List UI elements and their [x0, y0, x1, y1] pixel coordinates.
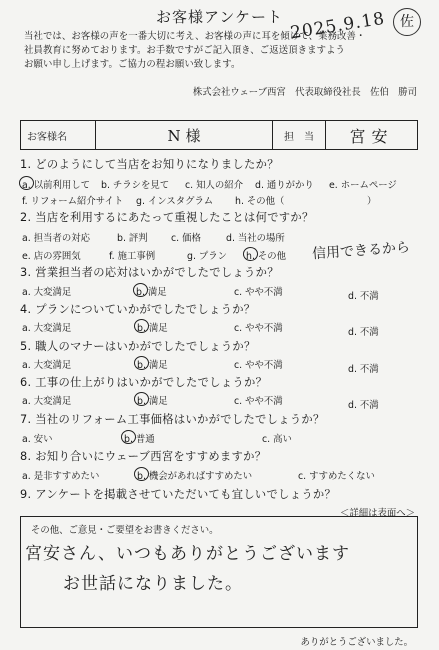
- question-9: 9. アンケートを掲載させていただいても宜しいでしょうか？: [20, 488, 337, 501]
- q1-option-b[interactable]: b. チラシを見て: [101, 180, 170, 191]
- q1-option-f[interactable]: f. リフォーム紹介サイト: [22, 196, 124, 207]
- customer-label: お客様名: [21, 121, 96, 150]
- staff-label: 担 当: [273, 121, 326, 150]
- q7-option-c[interactable]: c. 高い: [262, 434, 292, 445]
- staff-name-field[interactable]: 宮安: [326, 121, 418, 150]
- handwritten-comment-line: お世話になりました。: [63, 574, 243, 594]
- q6-option-d[interactable]: d. 不満: [348, 400, 379, 411]
- q2-option-g[interactable]: g. プラン: [187, 251, 228, 262]
- q8-option-c[interactable]: c. すすめたくない: [298, 471, 375, 482]
- name-stamp: 佐: [393, 8, 421, 36]
- q5-option-c[interactable]: c. やや不満: [234, 360, 283, 371]
- selection-circle: [243, 247, 258, 261]
- q3-option-d[interactable]: d. 不満: [348, 291, 379, 302]
- intro-text: [24, 30, 419, 72]
- details-note: ＜詳細は表面へ＞: [339, 508, 415, 519]
- thanks-text: ありがとうございました。: [300, 637, 413, 648]
- q2-option-b[interactable]: b. 評判: [117, 233, 148, 244]
- question-6: 6. 工事の仕上がりはいかがでしたでしょうか？: [20, 376, 268, 389]
- question-8: 8. お知り合いにウェーブ西宮をすすめますか？: [20, 450, 267, 463]
- company-signature: 株式会社ウェーブ西宮 代表取締役社長 佐伯 勝司: [192, 87, 417, 98]
- q6-option-b[interactable]: b. 満足: [137, 396, 168, 407]
- q2-option-e[interactable]: e. 店の雰囲気: [22, 251, 81, 262]
- handwritten-other-reason: 信用できるから: [311, 239, 411, 263]
- q6-option-c[interactable]: c. やや不満: [234, 396, 283, 407]
- q2-option-c[interactable]: c. 価格: [171, 233, 201, 244]
- q1-option-e[interactable]: e. ホームページ: [329, 180, 397, 191]
- comment-box-label: その他、ご意見・ご要望をお書きください。: [31, 525, 219, 536]
- q4-option-b[interactable]: b. 満足: [137, 323, 168, 334]
- handwritten-date: 2025.9.18: [289, 8, 387, 44]
- page-title: お客様アンケート: [155, 8, 284, 26]
- q8-option-a[interactable]: a. 是非すすめたい: [22, 471, 100, 482]
- q2-option-h[interactable]: h. その他: [246, 251, 287, 262]
- question-4: 4. プランについていかがでしたでしょうか？: [20, 303, 256, 316]
- intro-line: お願い申し上げます。ご協力の程お願い致します。: [24, 59, 241, 70]
- selection-circle: [134, 467, 149, 481]
- q2-option-f[interactable]: f. 施工事例: [109, 251, 156, 262]
- q7-option-b[interactable]: b. 普通: [124, 434, 155, 445]
- q6-option-a[interactable]: a. 大変満足: [22, 396, 72, 407]
- selection-circle: [19, 176, 34, 190]
- q2-option-d[interactable]: d. 当社の場所: [226, 233, 285, 244]
- intro-line: 当社では、お客様の声を一番大切に考え、お客様の声に耳を傾けて、業務改善・: [24, 31, 366, 42]
- q4-option-c[interactable]: c. やや不満: [234, 323, 283, 334]
- q3-option-b[interactable]: b. 満足: [136, 287, 167, 298]
- intro-line: 社員教育に努めております。お手数ですがご記入頂き、ご返送頂きますよう: [24, 45, 346, 56]
- q7-option-a[interactable]: a. 安い: [22, 434, 53, 445]
- customer-header-table: [20, 120, 418, 150]
- handwritten-comment-line: 宮安さん、いつもありがとうございます: [25, 544, 351, 564]
- q8-option-b[interactable]: b. 機会があればすすめたい: [137, 471, 253, 482]
- q1-option-d[interactable]: d. 通りがかり: [255, 180, 314, 191]
- q4-option-a[interactable]: a. 大変満足: [22, 323, 72, 334]
- q1-option-a[interactable]: a. 以前利用して: [22, 180, 90, 191]
- selection-circle: [134, 392, 149, 406]
- q1-option-g[interactable]: g. インスタグラム: [136, 196, 214, 207]
- q5-option-b[interactable]: b. 満足: [137, 360, 168, 371]
- selection-circle: [121, 430, 136, 444]
- q1-option-h-close: ）: [367, 196, 377, 207]
- selection-circle: [133, 283, 148, 297]
- customer-name-field[interactable]: N 様: [96, 121, 273, 150]
- selection-circle: [134, 356, 149, 370]
- q5-option-a[interactable]: a. 大変満足: [22, 360, 72, 371]
- question-5: 5. 職人のマナーはいかがでしたでしょうか？: [20, 340, 256, 353]
- comment-box[interactable]: [20, 516, 418, 628]
- q3-option-c[interactable]: c. やや不満: [234, 287, 283, 298]
- q1-option-c[interactable]: c. 知人の紹介: [185, 180, 243, 191]
- question-7: 7. 当社のリフォーム工事価格はいかがでしたでしょうか？: [20, 413, 325, 426]
- q4-option-d[interactable]: d. 不満: [348, 327, 379, 338]
- q3-option-a[interactable]: a. 大変満足: [22, 287, 72, 298]
- question-1: 1. どのようにして当店をお知りになりましたか？: [20, 158, 279, 171]
- selection-circle: [134, 319, 149, 333]
- q5-option-d[interactable]: d. 不満: [348, 364, 379, 375]
- question-3: 3. 営業担当者の応対はいかがでしたでしょうか？: [20, 266, 279, 279]
- q1-option-h[interactable]: h. その他（: [235, 196, 285, 207]
- question-2: 2. 当店を利用するにあたって重視したことは何ですか？: [20, 211, 314, 224]
- q2-option-a[interactable]: a. 担当者の対応: [22, 233, 90, 244]
